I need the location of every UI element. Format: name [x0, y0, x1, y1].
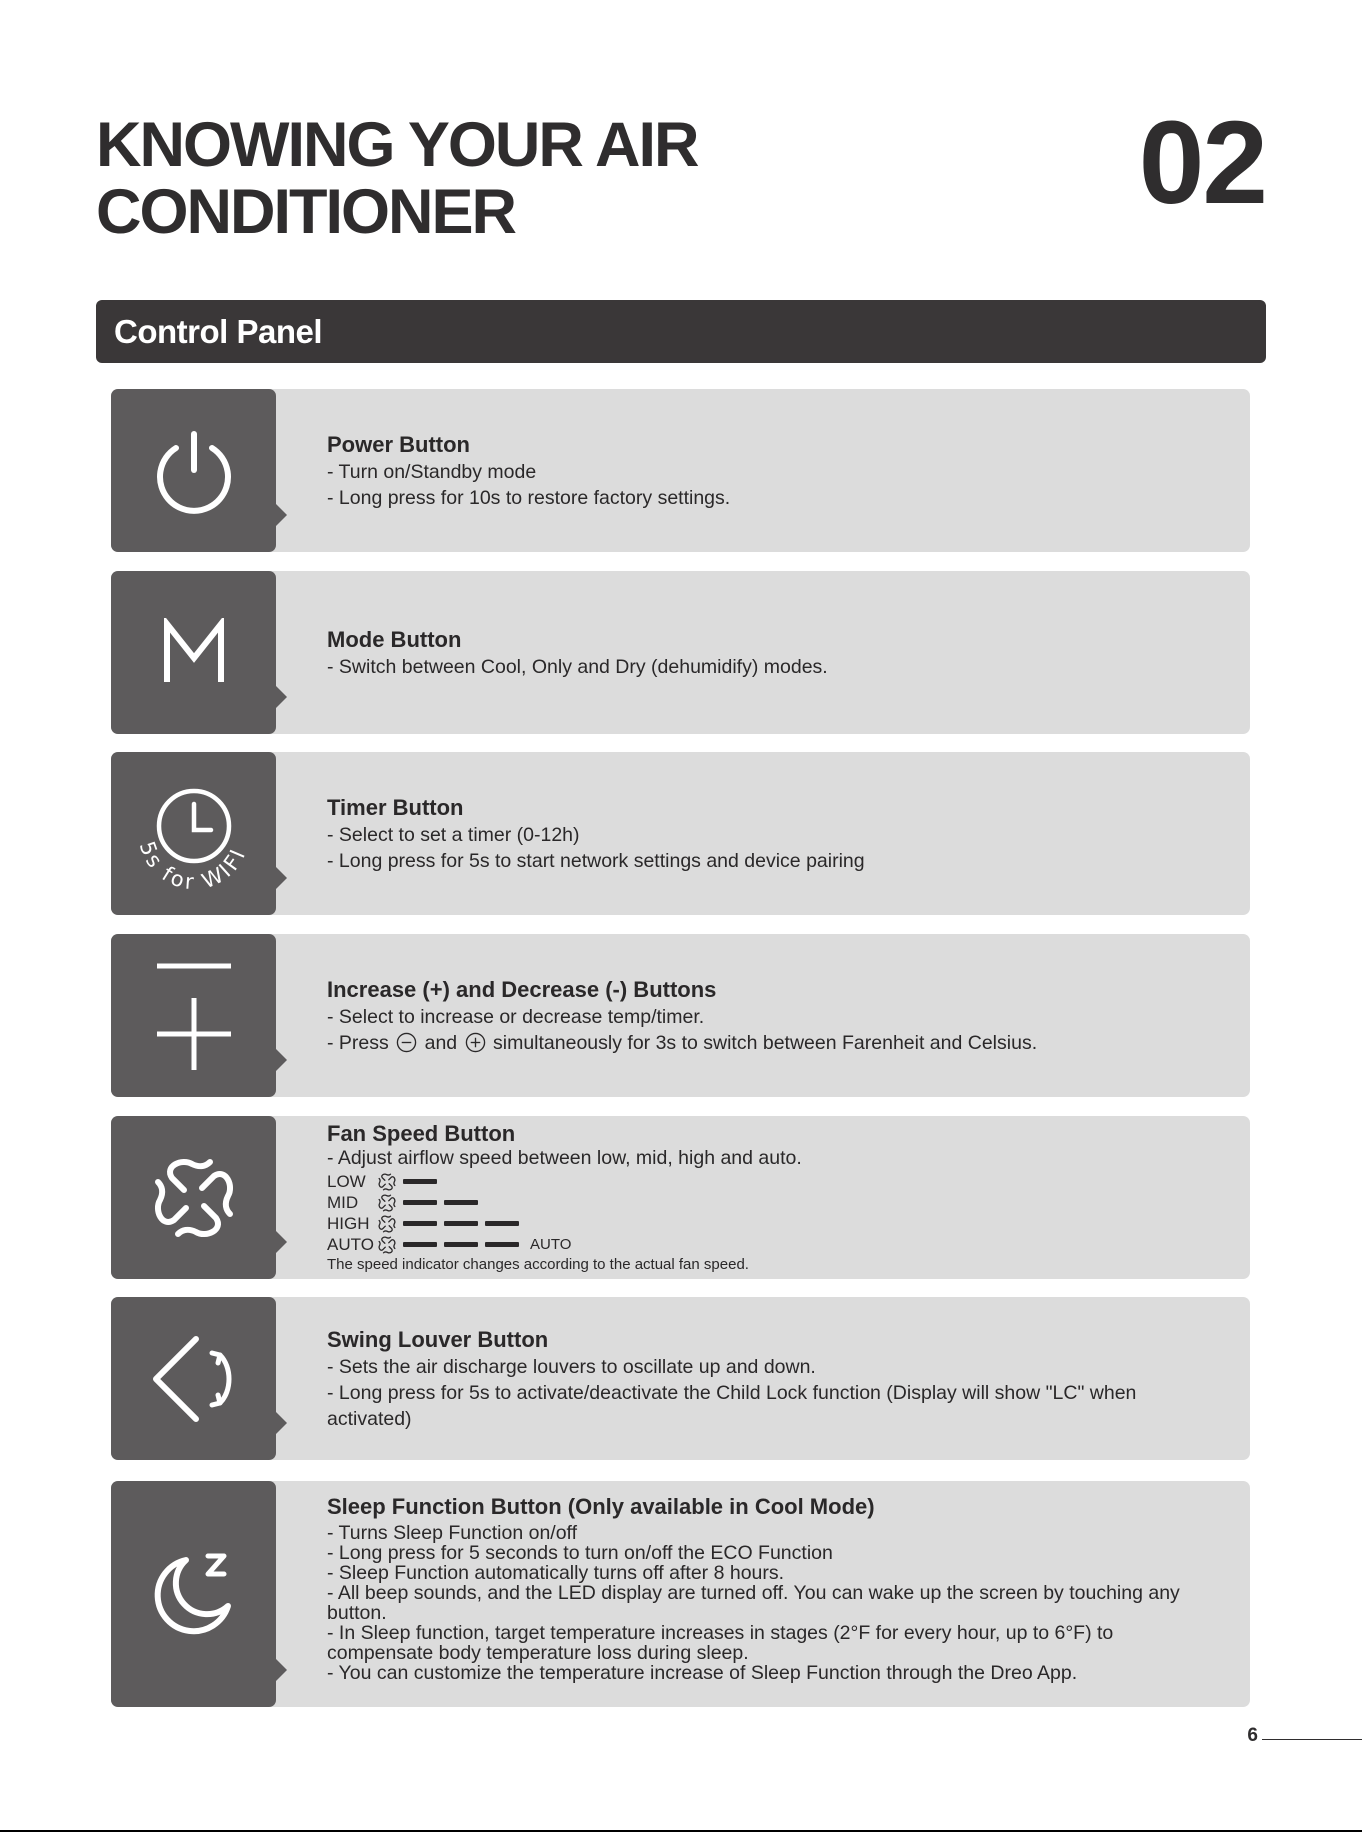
swing-desc-1: - Sets the air discharge louvers to oscillate up and down.	[327, 1355, 816, 1378]
sleep-desc-2: - Long press for 5 seconds to turn on/off the ECO Function	[327, 1542, 833, 1564]
sleep-desc-1: - Turns Sleep Function on/off	[327, 1522, 578, 1544]
mode-button-row	[111, 571, 1250, 734]
page-title	[96, 112, 698, 246]
speed-bar	[444, 1221, 478, 1226]
sleep-desc-6: - You can customize the temperature increase of Sleep Function through the Dreo App.	[327, 1662, 1078, 1684]
speed-bar	[403, 1242, 437, 1247]
sleep-desc-3: - Sleep Function automatically turns off after 8 hours.	[327, 1562, 785, 1584]
speed-bar	[403, 1221, 437, 1226]
power-desc-1: - Turn on/Standby mode	[327, 460, 537, 483]
speed-label: HIGH	[327, 1213, 370, 1233]
bottom-rule	[0, 1830, 1362, 1832]
mode-m-icon	[111, 571, 276, 734]
sleep-function-row	[111, 1481, 1250, 1707]
increase-decrease-text	[327, 934, 1190, 1097]
speed-bar	[444, 1200, 478, 1205]
power-icon	[111, 389, 276, 552]
chapter-number: 02	[1138, 97, 1266, 229]
fan-mini-icon	[377, 1172, 397, 1192]
press-and: and	[424, 1031, 458, 1054]
minus-circle-icon	[396, 1032, 417, 1053]
fan-speed-note: The speed indicator changes according to the actual fan speed.	[327, 1256, 749, 1273]
power-desc-2: - Long press for 10s to restore factory settings.	[327, 486, 731, 509]
swing-louver-title: Swing Louver Button	[327, 1326, 549, 1352]
plus-minus-icon	[111, 934, 276, 1097]
section-title: Control Panel	[114, 312, 323, 350]
page-title-line-1: KNOWING YOUR AIR	[96, 110, 698, 180]
swing-louver-text	[327, 1297, 1190, 1460]
speed-label: MID	[327, 1192, 359, 1212]
footer-rule	[1262, 1739, 1362, 1740]
fan-speed-text	[327, 1116, 1190, 1279]
power-button-text	[327, 389, 1190, 552]
timer-button-text	[327, 752, 1190, 915]
section-header	[96, 300, 1266, 363]
timer-desc-2: - Long press for 5s to start network settings and device pairing	[327, 849, 865, 872]
speed-line-high	[327, 1213, 1190, 1234]
page-title-line-2: CONDITIONER	[96, 177, 515, 247]
fan-speed-row	[111, 1116, 1250, 1279]
mode-button-title: Mode Button	[327, 626, 462, 652]
speed-line-low	[327, 1171, 1190, 1192]
timer-button-title: Timer Button	[327, 794, 464, 820]
power-button-title: Power Button	[327, 431, 470, 457]
timer-desc-1: - Select to set a timer (0-12h)	[327, 823, 580, 846]
speed-bar	[403, 1179, 437, 1184]
speed-bar	[485, 1221, 519, 1226]
fan-mini-icon	[377, 1235, 397, 1255]
speed-bar	[485, 1242, 519, 1247]
speed-label: LOW	[327, 1171, 366, 1191]
increase-decrease-row	[111, 934, 1250, 1097]
timer-icon-caption: 5s for WIFI	[134, 837, 251, 894]
speed-line-mid	[327, 1192, 1190, 1213]
increase-decrease-desc-2	[327, 1030, 1190, 1056]
page-number: 6	[1247, 1725, 1258, 1746]
speed-label: AUTO	[327, 1234, 374, 1254]
fan-speed-desc-1: - Adjust airflow speed between low, mid, high and auto.	[327, 1147, 802, 1169]
fan-mini-icon	[377, 1193, 397, 1213]
clock-wifi-icon	[111, 752, 276, 915]
sleep-function-text	[327, 1481, 1190, 1707]
sleep-moon-icon	[111, 1481, 276, 1707]
timer-button-row	[111, 752, 1250, 915]
speed-indicator-list	[327, 1171, 1190, 1255]
press-suffix: simultaneously for 3s to switch between Farenheit and Celsius.	[493, 1031, 1038, 1054]
speed-bar	[403, 1200, 437, 1205]
swing-louver-row	[111, 1297, 1250, 1460]
sleep-desc-4: - All beep sounds, and the LED display are turned off. You can wake up the screen by touching any button.	[327, 1582, 1180, 1624]
speed-auto-label: AUTO	[530, 1236, 572, 1253]
increase-decrease-title: Increase (+) and Decrease (-) Buttons	[327, 976, 717, 1002]
swing-desc-2: - Long press for 5s to activate/deactivate the Child Lock function (Display will show "LC" when activated)	[327, 1381, 1137, 1430]
power-button-row	[111, 389, 1250, 552]
speed-bar	[444, 1242, 478, 1247]
fan-speed-title: Fan Speed Button	[327, 1121, 516, 1146]
plus-circle-icon	[465, 1032, 486, 1053]
mode-desc-1: - Switch between Cool, Only and Dry (dehumidify) modes.	[327, 655, 828, 678]
press-prefix: - Press	[327, 1031, 389, 1054]
fan-icon	[111, 1116, 276, 1279]
speed-line-auto	[327, 1234, 1190, 1255]
sleep-function-title: Sleep Function Button (Only available in Cool Mode)	[327, 1494, 875, 1519]
mode-button-text	[327, 571, 1190, 734]
swing-louver-icon	[111, 1297, 276, 1460]
fan-mini-icon	[377, 1214, 397, 1234]
sleep-desc-5: - In Sleep function, target temperature increases in stages (2°F for every hour, up to 6°F) to compensate body temperature loss during sleep.	[327, 1622, 1114, 1664]
increase-decrease-desc-1: - Select to increase or decrease temp/timer.	[327, 1005, 705, 1028]
